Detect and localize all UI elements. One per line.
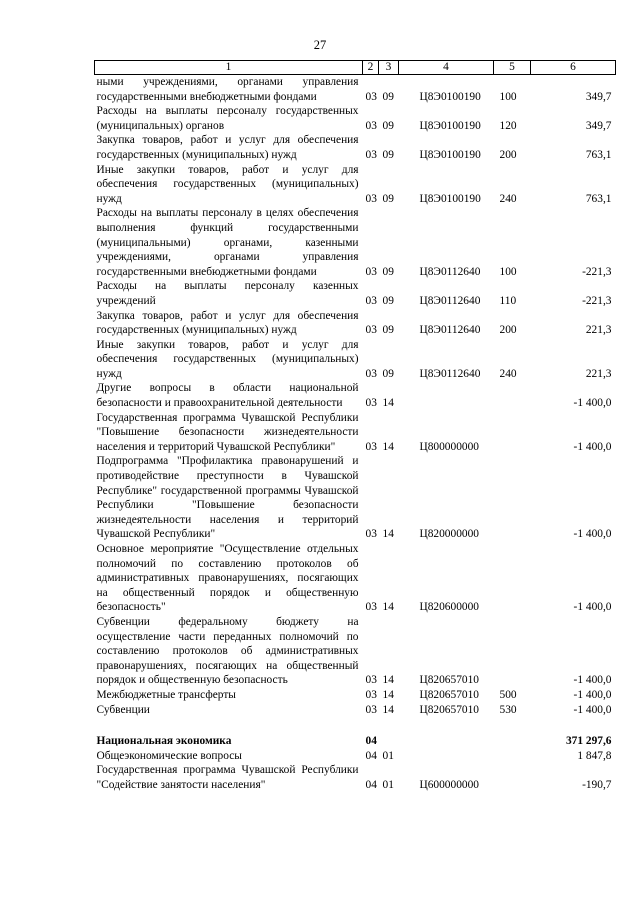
row-section-code: 04 xyxy=(365,749,377,762)
row-amount: 349,7 xyxy=(585,90,612,103)
row-expense-type-code xyxy=(494,749,531,764)
column-header-6: 6 xyxy=(531,61,616,75)
row-expense-type-code: 100 xyxy=(499,265,517,278)
row-section-code: 03 xyxy=(365,440,377,453)
row-subsection-code: 09 xyxy=(382,324,394,337)
row-subsection-code: 14 xyxy=(382,601,394,614)
table-row xyxy=(95,615,616,688)
row-amount: 349,7 xyxy=(585,119,612,132)
row-expense-type-code: 240 xyxy=(499,192,517,205)
row-subsection-code: 14 xyxy=(382,688,394,701)
row-expense-type-code: 110 xyxy=(499,294,517,307)
table-row xyxy=(95,75,616,105)
column-header-3: 3 xyxy=(379,61,399,75)
table-row xyxy=(95,338,616,382)
table-row xyxy=(95,411,616,455)
row-target-article-code: Ц820657010 xyxy=(419,688,479,701)
row-target-article-code: Ц8Э0100190 xyxy=(419,192,481,205)
row-section-code: 03 xyxy=(365,324,377,337)
row-section-code: 03 xyxy=(365,148,377,161)
spacer-cell xyxy=(95,717,616,734)
row-description: Межбюджетные трансферты xyxy=(96,688,236,701)
row-expense-type-code xyxy=(494,763,531,792)
row-subsection-code: 14 xyxy=(382,397,394,410)
row-amount: 221,3 xyxy=(585,324,612,337)
row-description: Иные закупки товаров, работ и услуг для обеспечения государственных (муниципальных) нужд xyxy=(96,163,359,205)
row-section-code: 04 xyxy=(365,778,377,791)
row-description: Расходы на выплаты персоналу в целях обеспечения выполнения функций государственными (муниципальными) органами, казенными учреждениями, органами управления государственными внебюджетными фондами xyxy=(96,207,359,278)
row-section-code: 03 xyxy=(365,601,377,614)
row-expense-type-code xyxy=(494,734,531,749)
row-target-article-code: Ц8Э0100190 xyxy=(419,119,481,132)
row-target-article-code: Ц8Э0112640 xyxy=(419,367,481,380)
row-section-code: 03 xyxy=(365,265,377,278)
row-section-code: 03 xyxy=(365,397,377,410)
row-description: Национальная экономика xyxy=(96,735,232,748)
row-section-code: 03 xyxy=(365,119,377,132)
column-header-5: 5 xyxy=(494,61,531,75)
row-expense-type-code: 200 xyxy=(499,148,517,161)
table-row xyxy=(95,206,616,279)
row-description: Иные закупки товаров, работ и услуг для обеспечения государственных (муниципальных) нужд xyxy=(96,338,359,380)
row-amount: -1 400,0 xyxy=(573,674,612,687)
row-target-article-code xyxy=(399,381,494,410)
row-target-article-code xyxy=(399,749,494,764)
row-expense-type-code: 120 xyxy=(499,119,517,132)
row-expense-type-code: 100 xyxy=(499,90,517,103)
row-expense-type-code: 240 xyxy=(499,367,517,380)
row-expense-type-code xyxy=(494,381,531,410)
row-description: ными учреждениями, органами управления государственными внебюджетными фондами xyxy=(96,76,359,103)
row-description: Другие вопросы в области национальной безопасности и правоохранительной деятельности xyxy=(96,382,359,410)
column-header-2: 2 xyxy=(363,61,379,75)
row-target-article-code: Ц600000000 xyxy=(419,778,479,791)
row-subsection-code: 01 xyxy=(382,749,394,762)
row-amount: -190,7 xyxy=(582,778,612,791)
table-row xyxy=(95,763,616,792)
row-section-code: 03 xyxy=(365,294,377,307)
row-description: Государственная программа Чувашской Республики "Повышение безопасности жизнедеятельности населения и территорий Чувашской Республики" xyxy=(96,411,359,453)
row-description: Основное мероприятие "Осуществление отдельных полномочий по составлению протоколов об административных правонарушениях, посягающих на общественный порядок и общественную безопасность" xyxy=(96,543,359,614)
table-row xyxy=(95,279,616,308)
row-description: Подпрограмма "Профилактика правонарушений и противодействие преступности в Чувашской Республике" государственной программы Чувашской Республики "Повышение безопасности жизнедеятельности населения и территорий Чувашской Республики" xyxy=(96,455,359,541)
row-target-article-code: Ц820600000 xyxy=(419,601,479,614)
row-amount: 763,1 xyxy=(585,192,612,205)
table-row xyxy=(95,104,616,133)
table-row xyxy=(95,309,616,338)
row-description: Закупка товаров, работ и услуг для обеспечения государственных (муниципальных) нужд xyxy=(96,134,359,161)
row-expense-type-code: 530 xyxy=(499,703,517,716)
row-subsection-code: 09 xyxy=(382,367,394,380)
row-subsection-code: 14 xyxy=(382,703,394,716)
row-target-article-code xyxy=(399,734,494,749)
row-amount: -1 400,0 xyxy=(573,703,612,716)
row-section-code: 03 xyxy=(365,688,377,701)
table-row xyxy=(95,688,616,703)
table-row xyxy=(95,703,616,718)
row-amount: -1 400,0 xyxy=(573,688,612,701)
row-subsection-code xyxy=(379,734,399,749)
table-row xyxy=(95,133,616,162)
row-section-code: 03 xyxy=(365,528,377,541)
row-target-article-code: Ц8Э0100190 xyxy=(419,90,481,103)
table-row xyxy=(95,163,616,207)
row-description: Государственная программа Чувашской Республики "Содействие занятости населения" xyxy=(96,764,359,791)
row-target-article-code: Ц820657010 xyxy=(419,703,479,716)
row-section-code: 03 xyxy=(365,674,377,687)
row-amount: 763,1 xyxy=(585,148,612,161)
row-amount: 1 847,8 xyxy=(577,749,612,762)
row-target-article-code: Ц800000000 xyxy=(419,440,479,453)
row-amount: -221,3 xyxy=(582,265,612,278)
row-description: Закупка товаров, работ и услуг для обеспечения государственных (муниципальных) нужд xyxy=(96,309,359,337)
row-amount: 371 297,6 xyxy=(565,735,612,748)
row-target-article-code: Ц8Э0112640 xyxy=(419,265,481,278)
row-expense-type-code: 500 xyxy=(499,688,517,701)
budget-table xyxy=(94,60,616,793)
row-amount: -1 400,0 xyxy=(573,601,612,614)
column-header-4: 4 xyxy=(399,61,494,75)
row-section-code: 03 xyxy=(365,192,377,205)
row-subsection-code: 09 xyxy=(382,192,394,205)
row-subsection-code: 09 xyxy=(382,90,394,103)
table-row xyxy=(95,542,616,615)
row-subsection-code: 14 xyxy=(382,528,394,541)
row-amount: 221,3 xyxy=(585,367,612,380)
row-subsection-code: 09 xyxy=(382,119,394,132)
row-subsection-code: 09 xyxy=(382,294,394,307)
row-subsection-code: 01 xyxy=(382,778,394,791)
table-row xyxy=(95,381,616,410)
table-row xyxy=(95,734,616,749)
row-expense-type-code: 200 xyxy=(499,324,517,337)
row-amount: -1 400,0 xyxy=(573,397,612,410)
row-amount: -1 400,0 xyxy=(573,528,612,541)
column-header-1: 1 xyxy=(95,61,363,75)
row-expense-type-code xyxy=(494,542,531,615)
row-description: Общеэкономические вопросы xyxy=(96,749,242,762)
row-subsection-code: 14 xyxy=(382,440,394,453)
row-section-code: 03 xyxy=(365,90,377,103)
row-amount: -221,3 xyxy=(582,294,612,307)
row-section-code: 03 xyxy=(365,703,377,716)
row-subsection-code: 09 xyxy=(382,265,394,278)
row-expense-type-code xyxy=(494,454,531,542)
row-target-article-code: Ц8Э0112640 xyxy=(419,294,481,307)
table-row xyxy=(95,454,616,542)
row-description: Субвенции федеральному бюджету на осуществление части переданных полномочий по составлению протоколов об административных правонарушениях, посягающих на общественный порядок и общественную безопасность xyxy=(96,615,359,687)
row-target-article-code: Ц820000000 xyxy=(419,528,479,541)
row-target-article-code: Ц8Э0112640 xyxy=(419,324,481,337)
row-expense-type-code xyxy=(494,615,531,688)
row-target-article-code: Ц820657010 xyxy=(419,674,479,687)
row-subsection-code: 09 xyxy=(382,148,394,161)
row-section-code: 03 xyxy=(365,367,377,380)
row-description: Расходы на выплаты персоналу государственных (муниципальных) органов xyxy=(96,105,359,132)
row-description: Расходы на выплаты персоналу казенных учреждений xyxy=(96,280,359,307)
row-expense-type-code xyxy=(494,411,531,455)
table-body xyxy=(95,75,616,793)
table-spacer-row xyxy=(95,717,616,734)
row-description: Субвенции xyxy=(96,703,150,716)
row-target-article-code: Ц8Э0100190 xyxy=(419,148,481,161)
table-row xyxy=(95,749,616,764)
page-number: 27 xyxy=(313,38,327,52)
row-subsection-code: 14 xyxy=(382,674,394,687)
row-amount: -1 400,0 xyxy=(573,440,612,453)
row-section-code: 04 xyxy=(365,735,377,748)
table-header xyxy=(95,61,616,75)
